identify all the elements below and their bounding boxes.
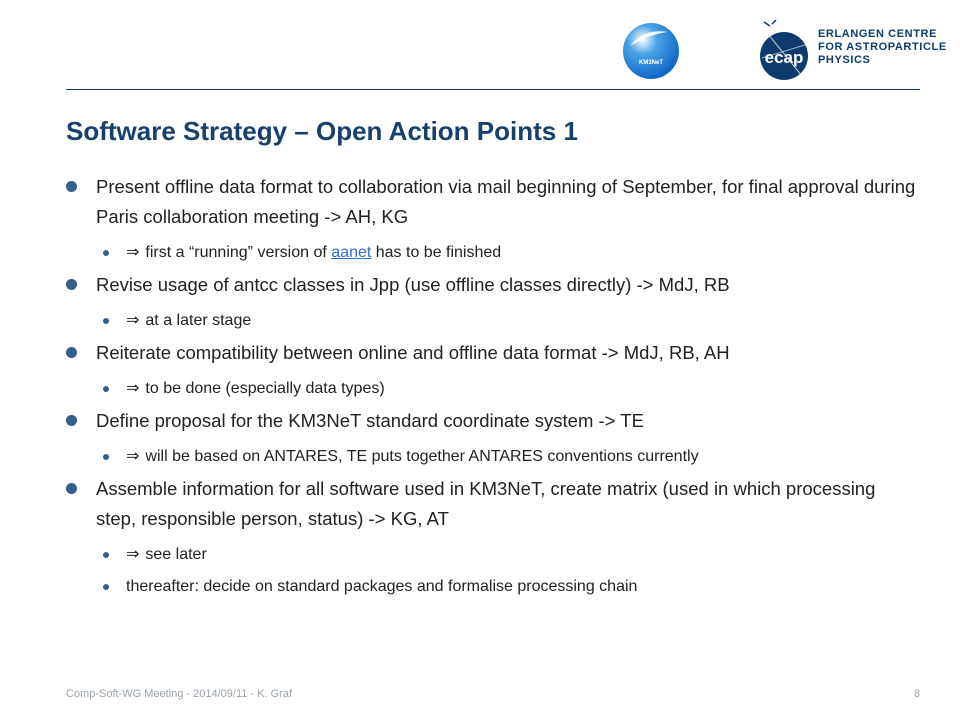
page-number: 8 <box>913 688 920 700</box>
bullet-list <box>66 172 920 598</box>
bullet-icon <box>103 318 109 324</box>
slide-title: Software Strategy – Open Action Points 1 <box>66 116 578 146</box>
implies-arrow: ⇒ <box>126 380 140 397</box>
header-divider <box>66 89 920 90</box>
bullet-icon <box>66 181 77 192</box>
list-item <box>66 270 920 300</box>
sub-list-item <box>66 544 920 566</box>
bullet-icon <box>103 454 109 460</box>
sub-list-item <box>66 242 920 264</box>
list-item-text: Assemble information for all software used in KM3NeT, create matrix (used in which processing step, responsible person, status) -> KG, AT <box>96 478 876 529</box>
implies-arrow: ⇒ <box>126 546 140 563</box>
bullet-icon <box>66 279 77 290</box>
bullet-icon <box>103 552 109 558</box>
sub-item-text: thereafter: decide on standard packages and formalise processing chain <box>126 578 638 595</box>
list-item-text: Reiterate compatibility between online and offline data format -> MdJ, RB, AH <box>96 342 730 363</box>
sub-item-text: at a later stage <box>145 312 252 329</box>
sub-item-text: first a “running” version of <box>145 244 332 261</box>
implies-arrow: ⇒ <box>126 244 140 261</box>
list-item <box>66 474 920 534</box>
aanet-link[interactable]: aanet <box>331 244 372 261</box>
list-item <box>66 406 920 436</box>
km3net-logo-text: KM3NeT <box>638 60 664 66</box>
sub-list-item <box>66 446 920 468</box>
list-item-text: Revise usage of antcc classes in Jpp (use offline classes directly) -> MdJ, RB <box>96 274 730 295</box>
ecap-logo-text: ecap <box>764 48 804 67</box>
bullet-icon <box>66 483 77 494</box>
list-item <box>66 338 920 368</box>
ecap-line-2: FOR ASTROPARTICLE <box>818 41 947 53</box>
ecap-institute-name <box>818 28 947 67</box>
sub-list-item <box>66 378 920 400</box>
bullet-icon <box>66 347 77 358</box>
bullet-icon <box>103 584 109 590</box>
implies-arrow: ⇒ <box>126 448 140 465</box>
bullet-icon <box>66 415 77 426</box>
bullet-icon <box>103 250 109 256</box>
sub-item-text: to be done (especially data types) <box>145 380 385 397</box>
list-item-text: Define proposal for the KM3NeT standard coordinate system -> TE <box>96 410 644 431</box>
sub-list-item <box>66 310 920 332</box>
ecap-line-1: ERLANGEN CENTRE <box>818 28 938 40</box>
list-item <box>66 172 920 232</box>
sub-item-text: see later <box>145 546 207 563</box>
ecap-line-3: PHYSICS <box>818 54 871 66</box>
sub-list-item <box>66 576 920 598</box>
bullet-icon <box>103 386 109 392</box>
footer-text: Comp-Soft-WG Meeting - 2014/09/11 - K. Graf <box>66 688 292 700</box>
sub-item-text: will be based on ANTARES, TE puts together ANTARES conventions currently <box>145 448 699 465</box>
sub-item-text-end: has to be finished <box>371 244 502 261</box>
list-item-text: Present offline data format to collaboration via mail beginning of September, for final approval during Paris collaboration meeting -> AH, KG <box>96 176 916 227</box>
km3net-logo <box>622 22 680 80</box>
implies-arrow: ⇒ <box>126 312 140 329</box>
